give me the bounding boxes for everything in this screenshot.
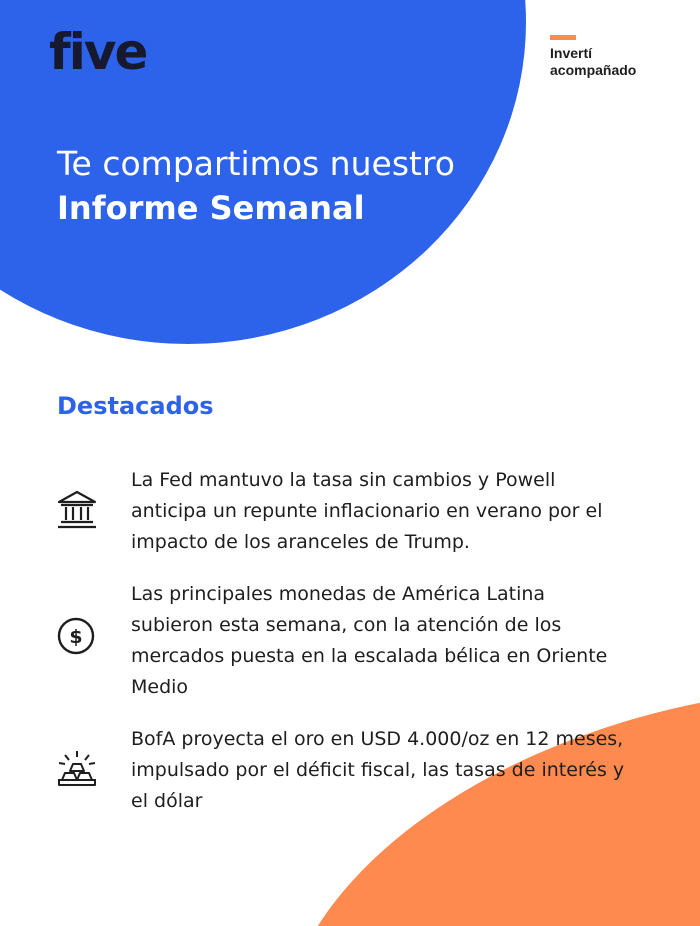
five-logo: five (49, 23, 147, 81)
tagline-line2: acompañado (550, 62, 637, 78)
hero-line1: Te compartimos nuestro (57, 144, 455, 183)
section-title: Destacados (57, 392, 214, 420)
dollar-coin-icon (56, 616, 98, 658)
highlight-text-2: Las principales monedas de América Latina subieron esta semana, con la atención de los mercados puesta en la escalada bélica en Oriente Medio (131, 583, 608, 698)
tagline (550, 35, 636, 79)
bank-icon (56, 489, 98, 531)
highlight-text-3: BofA proyecta el oro en USD 4.000/oz en 12 meses, impulsado por el déficit fiscal, las tasas de interés y el dólar (131, 728, 625, 812)
tagline-line1: Invertí (550, 45, 593, 61)
tagline-accent-bar (550, 35, 576, 40)
gold-bars-icon (56, 749, 98, 791)
svg-text:$: $ (69, 626, 83, 648)
hero-heading (57, 142, 455, 230)
highlight-text-1: La Fed mantuvo la tasa sin cambios y Powell anticipa un repunte inflacionario en verano por el impacto de los aranceles de Trump. (131, 469, 603, 553)
hero-line2: Informe Semanal (57, 189, 365, 227)
